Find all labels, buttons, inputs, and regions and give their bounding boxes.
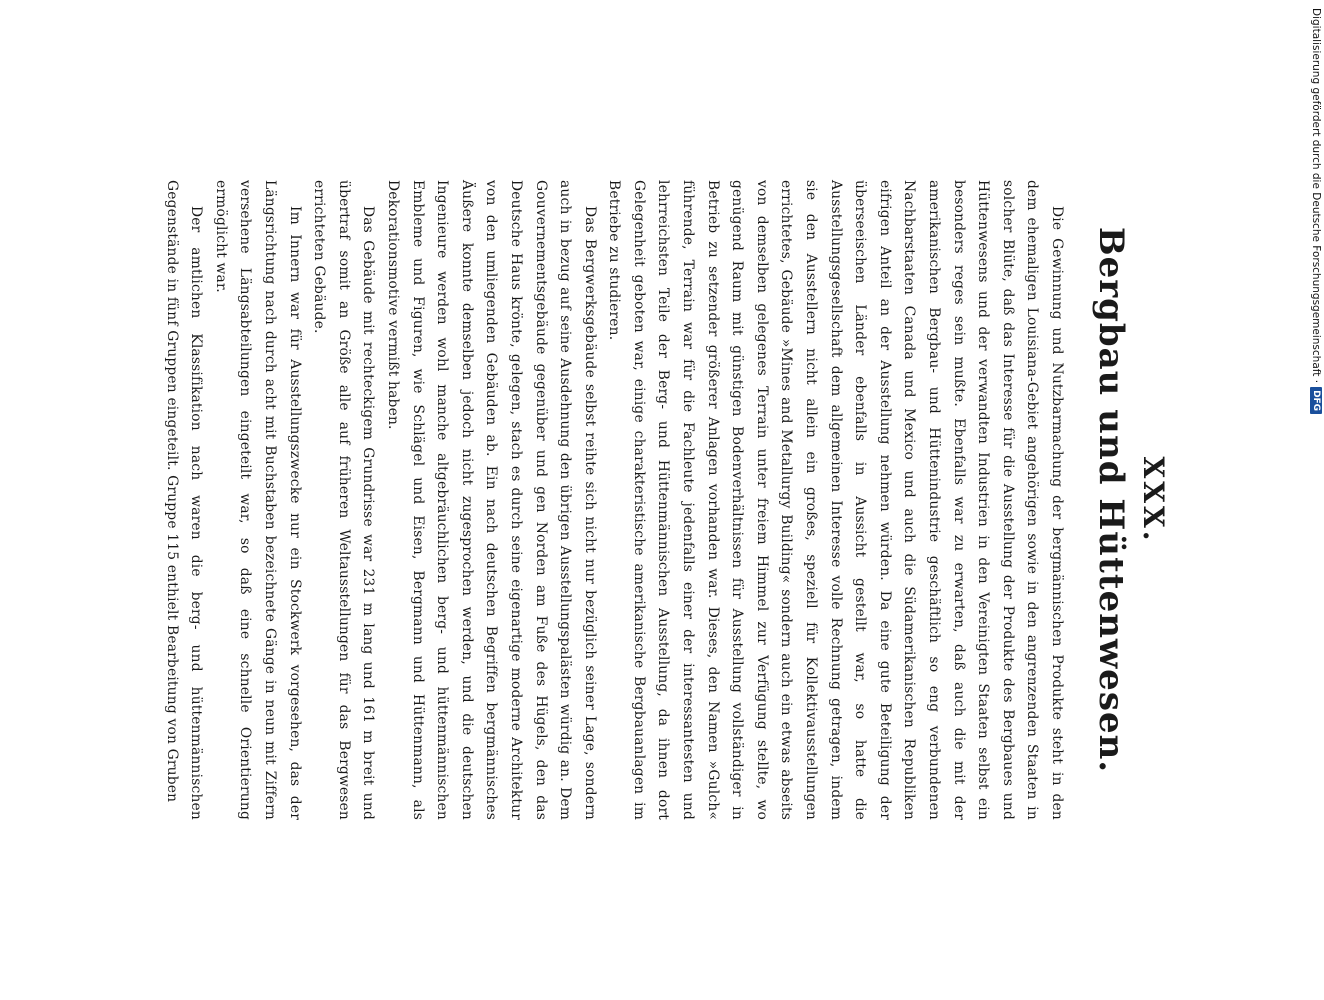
- chapter-number: XXX.: [1137, 456, 1170, 544]
- paragraph: Das Bergwerksgebäude selbst reihte sich nicht nur bezüglich seiner Lage, sondern auch in bezug auf seine Ausdehnung den übrigen Ausstellungspalästen würdig an. Dem Gouvernementsgebäude gegenüber und gen Norden am Fuße des Hügels, den das Deutsche Haus krönte, gelegen, stach es durch seine eigenartige moderne Architektur von den umliegenden Gebäuden ab. Ein nach deutschen Begriffen bergmännisches Äußere konnte demselben jedoch nicht zugesprochen werden, und die deutschen Ingenieure werden wohl manche altgebräuchlichen berg- und hüttenmännischen Embleme und Figuren, wie Schlägel und Eisen, Bergmann und Hüttenmann, als Dekorationsmotive vermißt haben.: [384, 180, 598, 820]
- paragraph: Im Innern war für Ausstellungszwecke nur ein Stockwerk vorgesehen, das der Längsrichtung nach durch acht mit Buchstaben bezeichnete Gänge in neun mit Ziffern versehene Längsabteilungen eingeteilt war, so daß eine schnelle Orientierung ermöglicht war.: [212, 180, 303, 820]
- body-text: [159, 180, 1069, 820]
- book-page: [163, 180, 1180, 820]
- paragraph: Das Gebäude mit rechteckigem Grundrisse war 231 m lang und 161 m breit und übertraf somit an Größe alle auf früheren Weltausstellungen für das Bergwesen errichteten Gebäude.: [311, 180, 377, 820]
- dfg-logo: DFG: [1310, 387, 1322, 414]
- paragraph: Die Gewinnung und Nutzbarmachung der bergmännischen Produkte steht in den dem ehemaligen Louisiana-Gebiet angehörigen sowie in den angrenzenden Staaten in solcher Blüte, daß das Interesse für die Ausstellung der Produkte des Bergbaues und Hüttenwesens und der verwandten Industrien in den Vereinigten Staaten selbst ein besonders reges sein mußte. Ebenfalls war zu erwarten, daß auch die mit der amerikanischen Bergbau- und Hüttenindustrie geschäftlich so eng verbundenen Nachbarstaaten Canada und Mexico und auch die Südamerikanischen Republiken eifrigen Anteil an der Ausstellung nehmen würden. Da eine gute Beteiligung der überseeischen Länder ebenfalls in Aussicht gestellt war, so hatte die Ausstellungsgesellschaft dem allgemeinen Interesse volle Rechnung getragen, indem sie den Ausstellern nicht allein ein großes, speziell für Kollektivausstellungen errichtetes, Gebäude »Mines and Metallurgy Building« sondern auch ein etwas abseits von demselben gelegenes Terrain unter freiem Himmel zur Verfügung stellte, wo genügend Raum mit günstigen Bodenverhältnissen für Ausstellung vollständiger in Betrieb zu setzender größerer Anlagen vorhanden war. Dieses, den Namen »Gulch« führende, Terrain war für die Fachleute jedenfalls einer der interessantesten und lehrreichsten Teile der Berg- und Hüttenmännischen Ausstellung, da ihnen dort Gelegenheit geboten war, einige charakteristische amerikanische Bergbauanlagen im Betriebe zu studieren.: [606, 180, 1065, 820]
- attribution-text: Digitalisierung gefördert durch die Deutsche Forschungsgemeinschaft ·: [1310, 8, 1322, 384]
- chapter-title: Bergbau und Hüttenwesen.: [1091, 226, 1131, 774]
- paragraph: Der amtlichen Klassifikation nach waren die berg- und hüttenmännischen Gegenstände in fünf Gruppen eingeteilt. Gruppe 115 enthielt Bearbeitung von Gruben: [163, 180, 205, 820]
- digitization-attribution: [1305, 8, 1324, 412]
